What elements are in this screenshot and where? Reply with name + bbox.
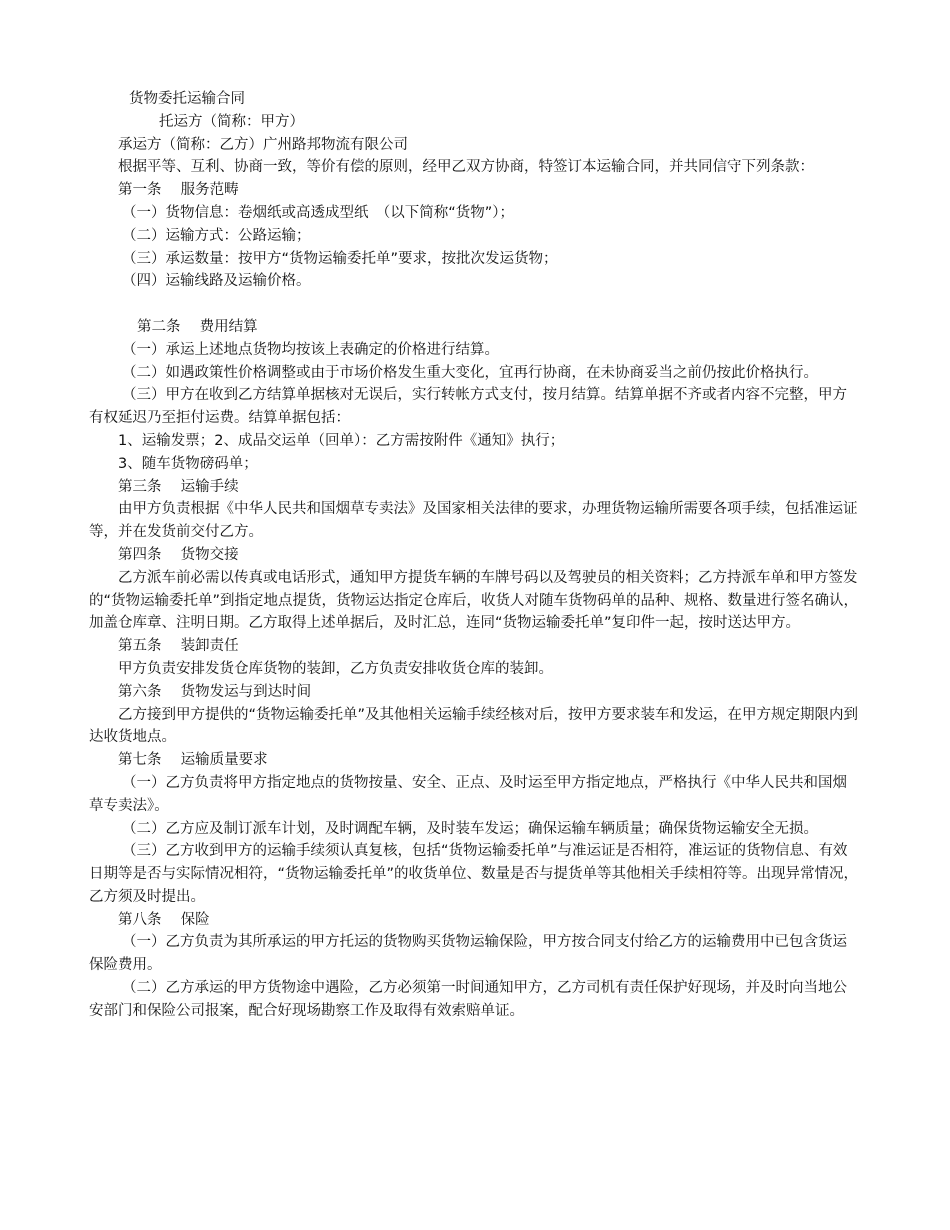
article-7-heading: 第七条 运输质量要求 xyxy=(118,752,268,769)
article-5-heading: 第五条 装卸责任 xyxy=(118,638,239,655)
article-7-item-1: （一）乙方负责将甲方指定地点的货物按量、安全、正点、及时运至甲方指定地点，严格执行《中华人民共和国烟草专卖法》。 xyxy=(89,774,847,814)
document-title: 货物委托运输合同 xyxy=(129,91,245,107)
article-2-item-2: （二）如遇政策性价格调整或由于市场价格发生重大变化，宜再行协商，在未协商妥当之前仍按此价格执行。 xyxy=(122,364,818,381)
article-1-item-2: （二）运输方式：公路运输； xyxy=(122,227,311,244)
article-3-body: 由甲方负责根据《中华人民共和国烟草专卖法》及国家相关法律的要求，办理货物运输所需要各项手续，包括准运证等，并在发货前交付乙方。 xyxy=(89,501,858,541)
article-2-doc-2: 3、随车货物磅码单； xyxy=(118,455,258,472)
article-2-doc-1: 1、运输发票；2、成品交运单（回单）：乙方需按附件《通知》执行； xyxy=(118,432,565,449)
article-1-item-3: （三）承运数量：按甲方“货物运输委托单”要求，按批次发运货物； xyxy=(122,250,558,267)
article-4-body: 乙方派车前必需以传真或电话形式，通知甲方提货车辆的车牌号码以及驾驶员的相关资料；乙方持派车单和甲方签发的“货物运输委托单”到指定地点提货，货物运达指定仓库后，收货人对随车货物码单的品种、规格、数量进行签名确认，加盖仓库章、注明日期。乙方取得上述单据后，及时汇总，连同“货物运输委托单”复印件一起，按时送达甲方。 xyxy=(89,569,859,632)
article-2-item-3: （三）甲方在收到乙方结算单据核对无误后，实行转帐方式支付，按月结算。结算单据不齐或者内容不完整，甲方有权延迟乃至拒付运费。结算单据包括： xyxy=(89,387,847,427)
article-7-item-3: （三）乙方收到甲方的运输手续须认真复核，包括“货物运输委托单”与准运证是否相符，准运证的货物信息、有效日期等是否与实际情况相符，“货物运输委托单”的收货单位、数量是否与提货单等其他相关手续相符等。出现异常情况，乙方须及时提出。 xyxy=(89,843,859,905)
contract-document xyxy=(89,88,861,1023)
party-a-line: 托运方（简称：甲方） xyxy=(159,113,304,130)
article-8-item-1: （一）乙方负责为其所承运的甲方托运的货物购买货物运输保险，甲方按合同支付给乙方的运输费用中已包含货运保险费用。 xyxy=(89,934,847,974)
article-6-heading: 第六条 货物发运与到达时间 xyxy=(118,683,312,700)
article-5-body: 甲方负责安排发货仓库货物的装卸，乙方负责安排收货仓库的装卸。 xyxy=(118,660,553,677)
party-b-line: 承运方（简称：乙方）广州路邦物流有限公司 xyxy=(118,136,408,153)
preamble-paragraph: 根据平等、互利、协商一致，等价有偿的原则，经甲乙双方协商，特签订本运输合同，并共同信守下列条款： xyxy=(118,159,814,176)
article-3-heading: 第三条 运输手续 xyxy=(118,478,239,495)
article-1-item-1: （一）货物信息：卷烟纸或高透成型纸 （以下简称“货物”）； xyxy=(122,204,515,221)
article-7-item-2: （二）乙方应及制订派车计划，及时调配车辆，及时装车发运；确保运输车辆质量；确保货物运输安全无损。 xyxy=(122,820,818,837)
article-8-heading: 第八条 保险 xyxy=(118,911,210,928)
article-1-heading: 第一条 服务范畴 xyxy=(118,182,239,199)
article-1-item-4: （四）运输线路及运输价格。 xyxy=(122,273,311,290)
paragraph-spacer xyxy=(89,293,861,316)
article-2-heading: 第二条 费用结算 xyxy=(137,318,258,335)
article-2-item-1: （一）承运上述地点货物均按该上表确定的价格进行结算。 xyxy=(122,341,499,358)
article-8-item-2: （二）乙方承运的甲方货物途中遇险，乙方必须第一时间通知甲方，乙方司机有责任保护好现场，并及时向当地公安部门和保险公司报案，配合好现场勘察工作及取得有效索赔单证。 xyxy=(89,980,847,1019)
article-6-body: 乙方接到甲方提供的“货物运输委托单”及其他相关运输手续经核对后，按甲方要求装车和发运，在甲方规定期限内到达收货地点。 xyxy=(89,706,859,746)
article-4-heading: 第四条 货物交接 xyxy=(118,546,239,563)
